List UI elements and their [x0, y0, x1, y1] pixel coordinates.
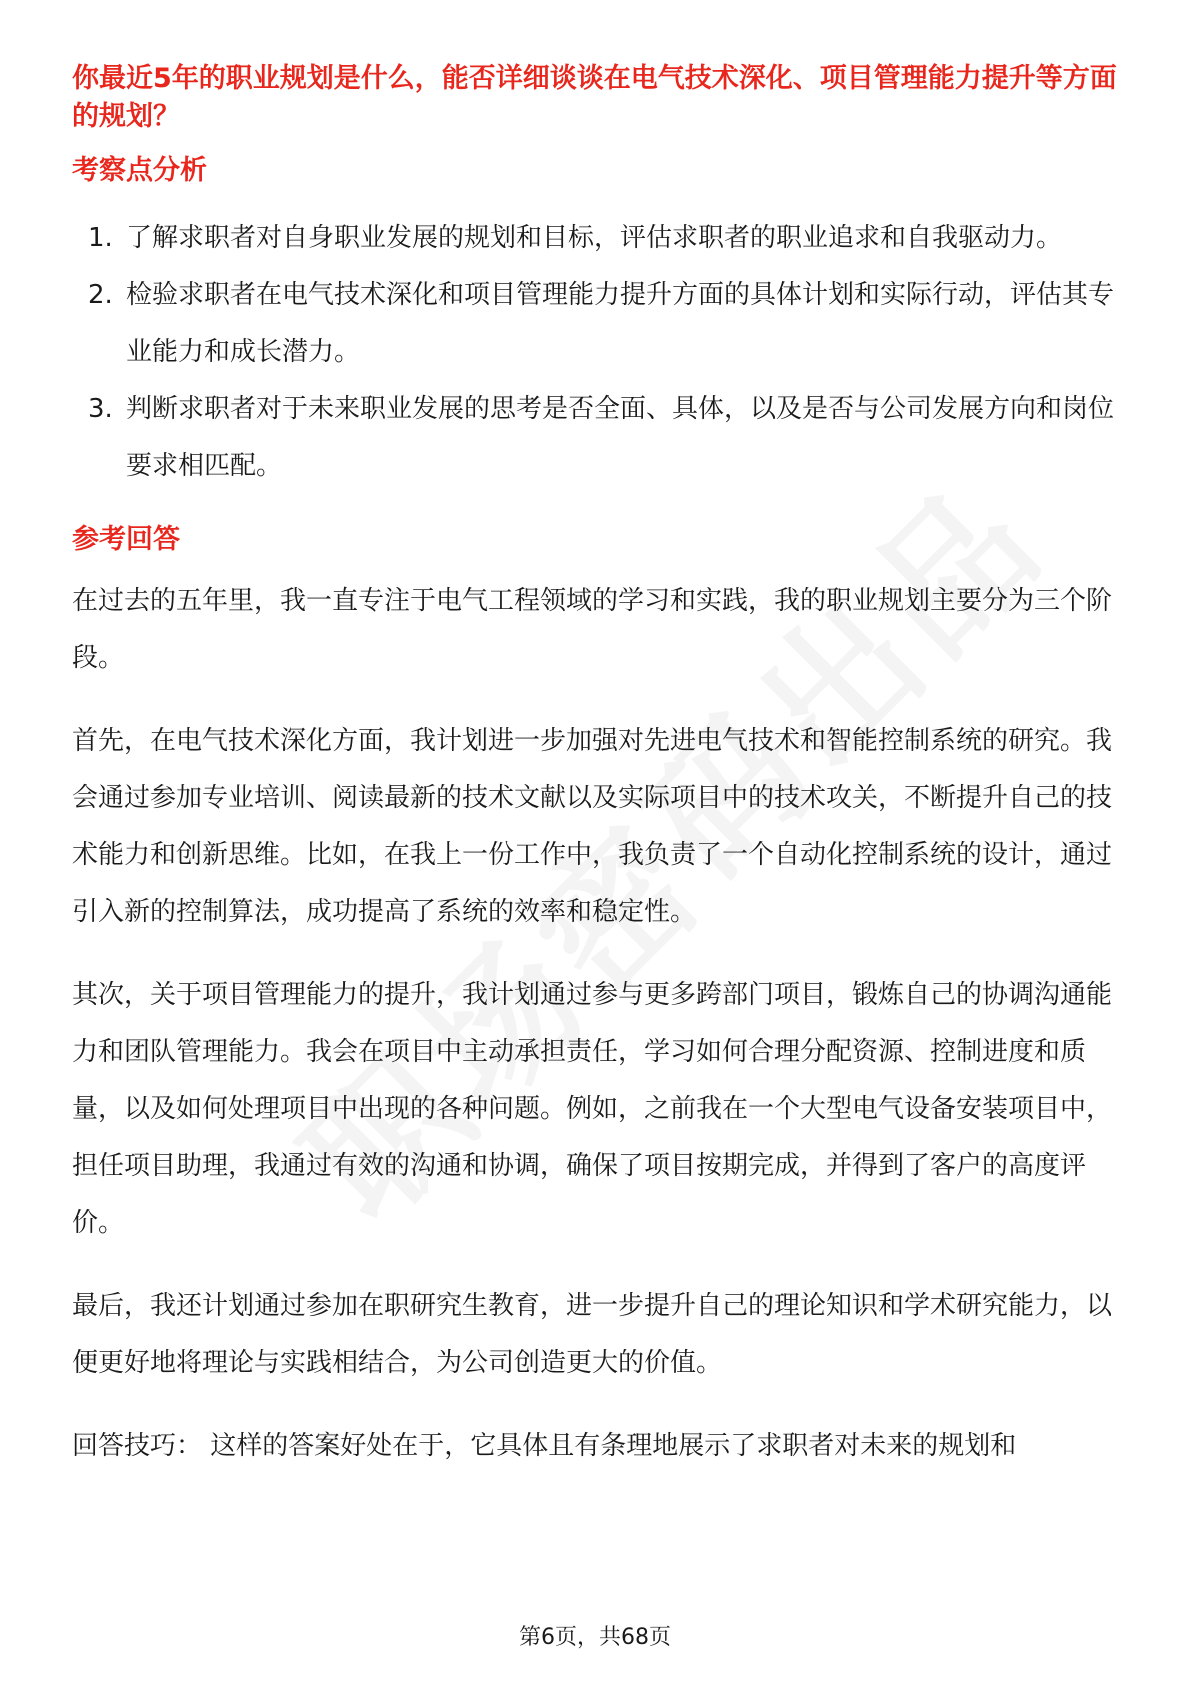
answer-paragraph: 首先，在电气技术深化方面，我计划进一步加强对先进电气技术和智能控制系统的研究。我会通过参加专业培训、阅读最新的技术文献以及实际项目中的技术攻关，不断提升自己的技术能力和创新思维。比如，在我上一份工作中，我负责了一个自动化控制系统的设计，通过引入新的控制算法，成功提高了系统的效率和稳定性。 [72, 726, 1113, 927]
list-number: 1. [88, 223, 113, 253]
list-text: 判断求职者对于未来职业发展的思考是否全面、具体，以及是否与公司发展方向和岗位要求相匹配。 [126, 394, 1115, 481]
answer-paragraph: 最后，我还计划通过参加在职研究生教育，进一步提升自己的理论知识和学术研究能力，以便更好地将理论与实践相结合，为公司创造更大的价值。 [72, 1291, 1113, 1378]
question-heading: 你最近5年的职业规划是什么，能否详细谈谈在电气技术深化、项目管理能力提升等方面的规划？ [72, 63, 1117, 132]
answer-title: 参考回答 [72, 524, 180, 555]
answer-paragraph: 其次，关于项目管理能力的提升，我计划通过参与更多跨部门项目，锻炼自己的协调沟通能力和团队管理能力。我会在项目中主动承担责任，学习如何合理分配资源、控制进度和质量，以及如何处理项目中出现的各种问题。例如，之前我在一个大型电气设备安装项目中，担任项目助理，我通过有效的沟通和协调，确保了项目按期完成，并得到了客户的高度评价。 [72, 980, 1113, 1238]
content [72, 60, 1120, 1475]
list-text: 了解求职者对自身职业发展的规划和目标，评估求职者的职业追求和自我驱动力。 [126, 223, 1063, 253]
list-number: 3. [88, 394, 113, 424]
list-text: 检验求职者在电气技术深化和项目管理能力提升方面的具体计划和实际行动，评估其专业能力和成长潜力。 [126, 280, 1115, 367]
analysis-title: 考察点分析 [72, 155, 207, 186]
list-number: 2. [88, 280, 113, 310]
answer-paragraph: 在过去的五年里，我一直专注于电气工程领域的学习和实践，我的职业规划主要分为三个阶段。 [72, 586, 1113, 673]
analysis-list [72, 210, 1120, 495]
list-item [72, 210, 1120, 267]
list-item [72, 381, 1120, 495]
answer-tip: 回答技巧： 这样的答案好处在于，它具体且有条理地展示了求职者对未来的规划和 [72, 1431, 1017, 1461]
page-number: 第6页，共68页 [519, 1625, 671, 1650]
list-item [72, 267, 1120, 381]
